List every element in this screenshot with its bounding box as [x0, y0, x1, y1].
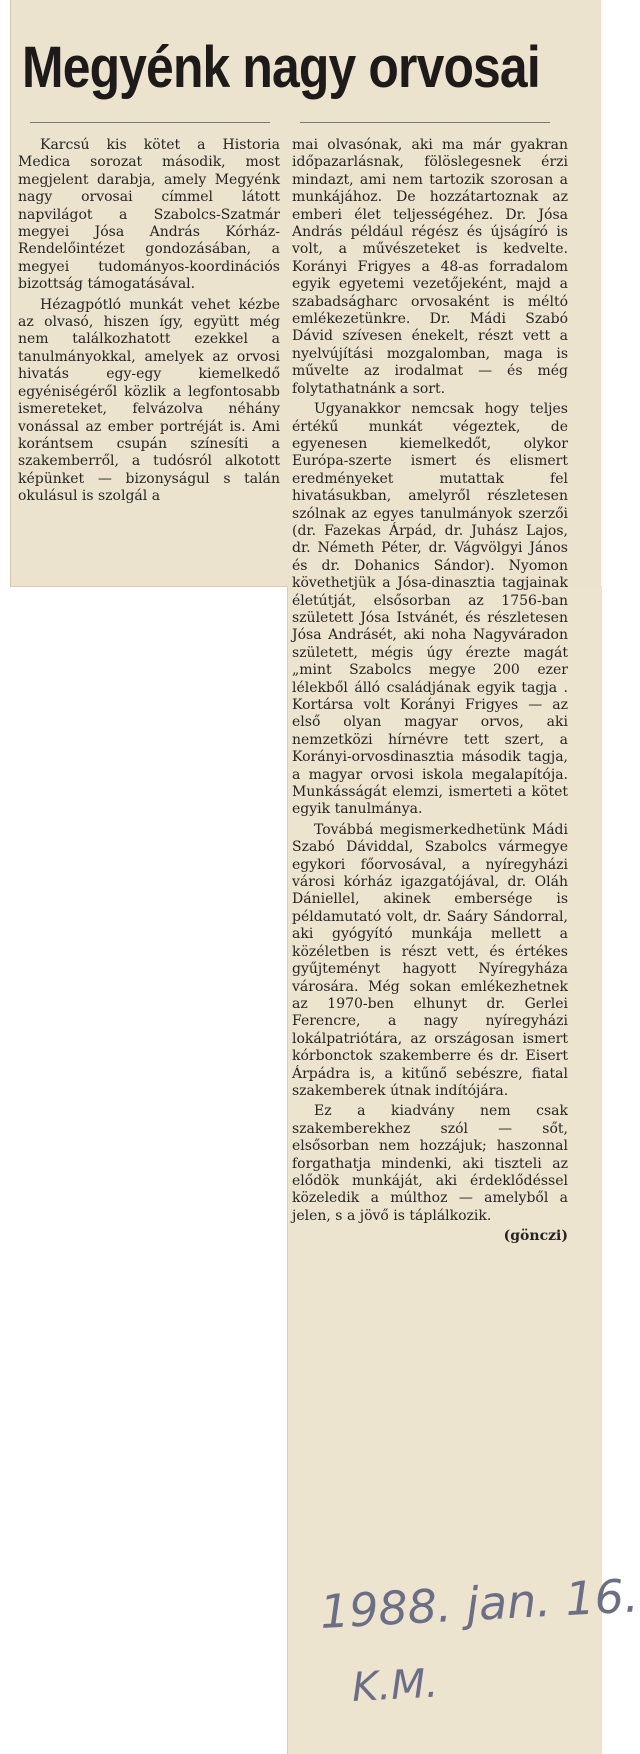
- article-column-right: [292, 137, 568, 1246]
- headline-rule-right: [300, 122, 550, 123]
- paragraph: mai olvasónak, aki ma már gyakran időpazarlásnak, fölöslegesnek érzi mindazt, ami nem tartozik szorosan a munkájához. De hozzátartoznak az emberi élet teljességéhez. Dr. Jósa András például régész és újságíró is volt, a művészeteket is kedvelte. Korányi Frigyes a 48-as forradalom egyik egyetemi vezetőjeként, majd a szabadságharc orvosaként is méltó emlékezetünkre. Dr. Mádi Szabó Dávid szívesen énekelt, részt vett a nyelvújítási mozgalomban, maga is művelte az irodalmat — és még folytathatnánk a sort.: [292, 137, 568, 397]
- paragraph: Karcsú kis kötet a Historia Medica sorozat második, most megjelent darabja, amely Megyénk nagy orvosai címmel látott napvilágot a Szabolcs-Szatmár megyei Jósa András Kórház-Rendelőintézet gondozásában, a megyei tudományos-koordinációs bizottság támogatásával.: [18, 137, 280, 293]
- article-column-left: [18, 137, 280, 506]
- paper-edge: [10, 0, 11, 586]
- article-headline: Megyénk nagy orvosai: [22, 35, 540, 100]
- paragraph: Továbbá megismerkedhetünk Mádi Szabó Dáviddal, Szabolcs vármegye egykori főorvosával, a nyíregyházi városi kórház igazgatójával, dr. Oláh Dániellel, akinek embersége is példamutató volt, dr. Saáry Sándorral, aki gyógyító munkája mellett a közéletben is részt vett, és értékes gyűjteményt hagyott Nyíregyháza városára. Még sokan emlékezhetnek az 1970-ben elhunyt dr. Gerlei Ferencre, a nagy nyíregyházi lokálpatriótára, az országosan ismert kórbonctok szakemberre és dr. Eisert Árpádra is, a kitűnő sebészre, fiatal szakemberek útnak indítójára.: [292, 821, 568, 1099]
- headline-rule-left: [30, 122, 270, 123]
- paragraph: Ugyanakkor nemcsak hogy teljes értékű munkát végeztek, de egyenesen kiemelkedőt, olykor Európa-szerte ismert és elismert eredményeket mutattak fel hivatásukban, amelyről részletesen szólnak az egyes tanulmányok szerzői (dr. Fazekas Árpád, dr. Juhász Lajos, dr. Németh Péter, dr. Vágvölgyi János és dr. Dohanics Sándor). Nyomon követhetjük a Jósa-dinasztia tagjainak életútját, elsősorban az 1756-ban született Jósa Istvánét, és részletesen Jósa Andrásét, aki noha Nagyváradon született, mégis úgy érezte magát „mint Szabolcs megye 200 ezer lélekből álló családjának egyik tagja . Kortársa volt Korányi Frigyes — az első olyan magyar orvos, aki nemzetközi hírnévre tett szert, a Korányi-orvosdinasztia második tagja, a magyar orvosi iskola megalapítója. Munkásságát elemzi, ismerteti a kötet egyik tanulmánya.: [292, 401, 568, 818]
- author-signature: (gönczi): [503, 1228, 568, 1245]
- handwritten-initials: K.M.: [350, 1660, 440, 1711]
- paragraph: Ez a kiadvány nem csak szakemberekhez szól — sőt, elsősorban nem hozzájuk; haszonnal forgathatja mindenki, aki tiszteli az elődök munkáját, aki érdeklődéssel közeledik a múlthoz — amelyből a jelen, s a jövő is táplálkozik.: [292, 1103, 568, 1224]
- paragraph: Hézagpótló munkát vehet kézbe az olvasó, hiszen így, együtt még nem találkozhatott ezekkel a tanulmányokkal, amelyek az orvosi hivatás egy-egy kiemelkedő egyéniségéről közlik a legfontosabb ismereteket, felvázolva néhány vonással az ember portréját is. Ami korántsem csupán színesíti a szakemberről, a tudósról alkotott képünket — bizonyságul s talán okulásul is szolgál a: [18, 296, 280, 505]
- handwritten-date: 1988. jan. 16.: [318, 1568, 640, 1639]
